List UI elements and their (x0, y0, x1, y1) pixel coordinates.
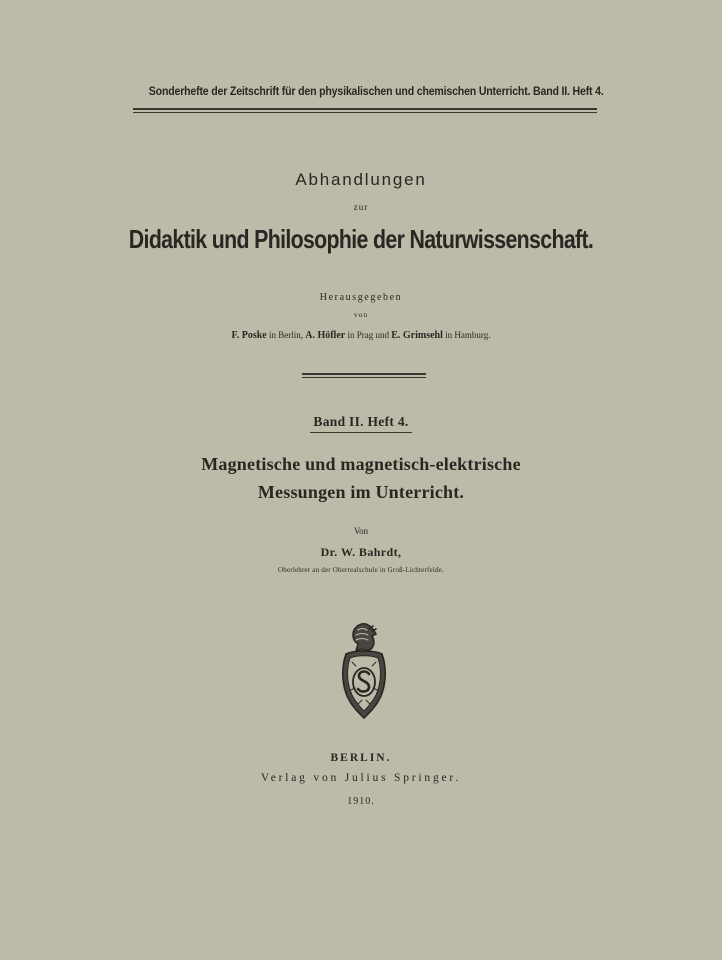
publisher-emblem-icon (332, 620, 396, 722)
editor-name: A. Höfler (305, 330, 346, 341)
imprint-city: BERLIN. (330, 752, 392, 764)
zur-label: zur (353, 202, 369, 212)
series-line: Sonderhefte der Zeitschrift für den physikalischen und chemischen Unterricht. Band II. Heft 4. (148, 86, 604, 98)
author-name: Dr. W. Bahrdt, (320, 545, 402, 559)
von-label-editors: von (353, 310, 369, 319)
von-label-author: Von (353, 526, 369, 536)
series-rule-top (133, 108, 597, 110)
work-title-line1: Magnetische und magnetisch-elektrische (201, 454, 521, 474)
editor-place: in Prag und (347, 330, 389, 340)
editor-place: in Hamburg. (445, 330, 491, 340)
author-affiliation: Oberlehrer an der Oberrealschule in Groß-Lichterfelde. (278, 566, 444, 574)
herausgegeben-label: Herausgegeben (319, 292, 403, 303)
volume-text: Band II. Heft 4. (310, 414, 411, 433)
divider-rule-top (302, 373, 426, 375)
editors-line (0, 330, 722, 341)
imprint-publisher: Verlag von Julius Springer. (260, 772, 462, 784)
imprint-year: 1910. (347, 796, 375, 807)
abhandlungen-heading: Abhandlungen (295, 170, 427, 189)
volume-label (0, 414, 722, 433)
editor-name: F. Poske (231, 330, 267, 341)
editor-place: in Berlin, (268, 330, 303, 340)
editor-name: E. Grimsehl (391, 330, 443, 341)
divider-rule-bottom (302, 377, 426, 378)
series-rule-bottom (133, 112, 597, 113)
main-title: Didaktik und Philosophie der Naturwissenschaft. (128, 224, 594, 254)
work-title-line2: Messungen im Unterricht. (257, 482, 465, 502)
